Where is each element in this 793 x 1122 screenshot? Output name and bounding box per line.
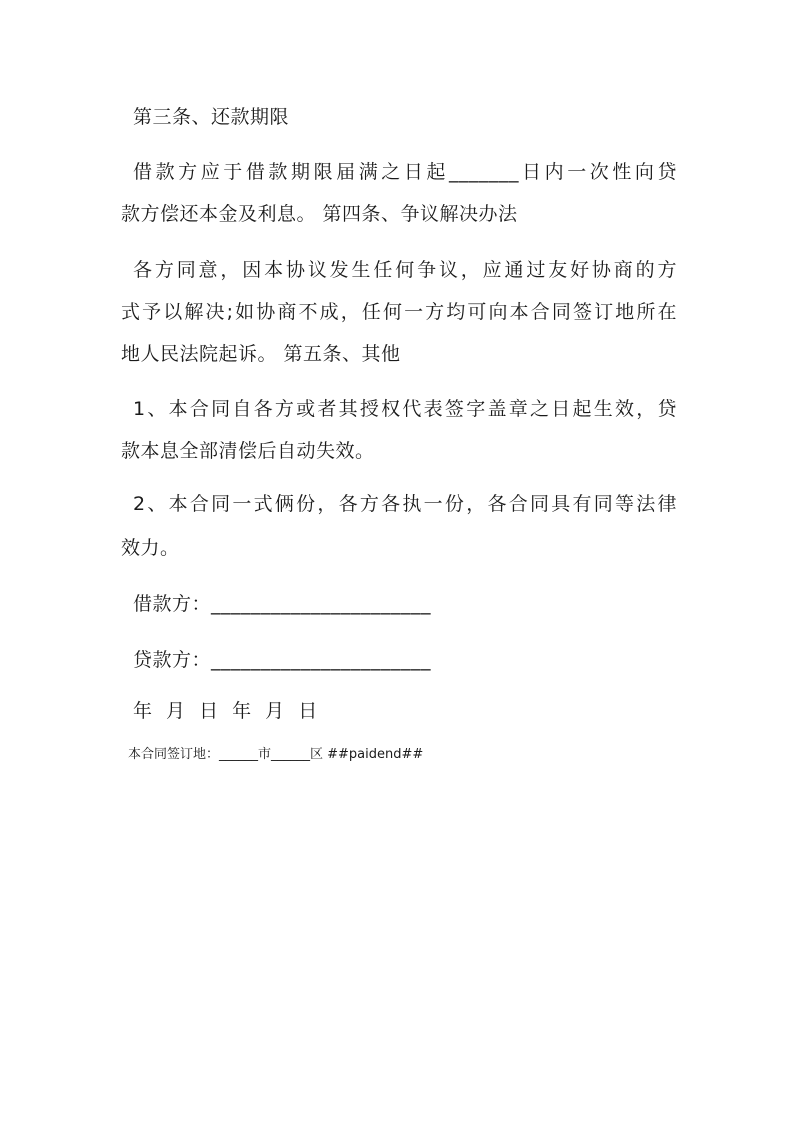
paragraph-line: 各方同意，因本协议发生任何争议，应通过友好协商的方 (133, 259, 677, 281)
paragraph-line: 2、本合同一式俩份，各方各执一份，各合同具有同等法律 (133, 493, 677, 515)
paragraph-line: 效力。 (121, 537, 180, 559)
paragraph-line: 款本息全部清偿后自动失效。 (121, 440, 375, 462)
borrower-signature-line: 借款方：______________________ (133, 593, 432, 615)
paragraph-line: 借款方应于借款期限届满之日起_______日内一次性向贷 (133, 161, 677, 183)
paragraph-line: 1、本合同自各方或者其授权代表签字盖章之日起生效，贷 (133, 398, 677, 420)
paragraph-line: 款方偿还本金及利息。 第四条、争议解决办法 (121, 203, 518, 225)
section-title-repayment-term: 第三条、还款期限 (133, 106, 290, 128)
signing-place-line: 本合同签订地：______市______区 ##paidend## (128, 747, 424, 762)
paragraph-line: 式予以解决;如协商不成，任何一方均可向本合同签订地所在 (121, 301, 677, 323)
date-line: 年 月 日 年 月 日 (133, 700, 322, 722)
paragraph-line: 地人民法院起诉。 第五条、其他 (121, 343, 401, 365)
lender-signature-line: 贷款方：______________________ (133, 649, 432, 671)
